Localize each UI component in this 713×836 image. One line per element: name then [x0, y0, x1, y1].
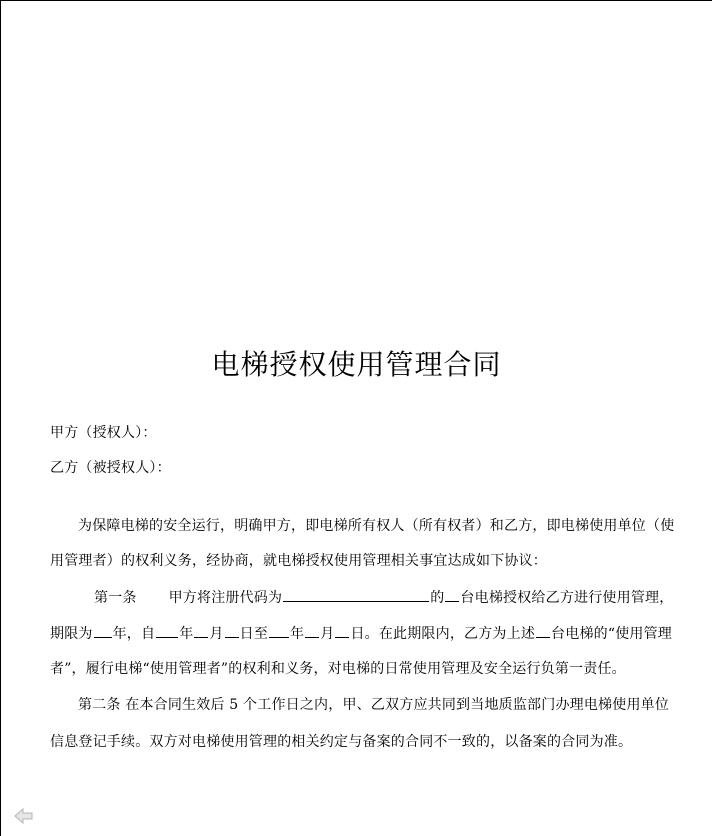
term-years-blank[interactable]: [94, 623, 112, 638]
article-1-line-2: [50, 623, 672, 643]
article-1-line-3: 者”，履行电梯“使用管理者”的权利和义务，对电梯的日常使用管理及安全运行负第一责任。: [50, 661, 626, 677]
article-1-line-1: [94, 587, 673, 607]
article-1-label: 第一条: [94, 590, 137, 606]
start-day-blank[interactable]: [225, 623, 239, 638]
article-2-line-1: 第二条 在本合同生效后 5 个工作日之内，甲、乙双方应共同到当地质监部门办理电梯使用单位: [78, 697, 670, 713]
start-month-blank[interactable]: [194, 623, 208, 638]
party-b-label: 乙方（被授权人）：: [50, 460, 171, 476]
left-arrow-icon[interactable]: [14, 808, 34, 824]
start-day-to-label: 日至: [239, 626, 269, 642]
end-month-blank[interactable]: [305, 623, 319, 638]
end-day-blank[interactable]: [335, 623, 349, 638]
registration-code-blank[interactable]: [283, 587, 429, 602]
end-year-label: 年: [290, 626, 305, 642]
elevator-count-blank[interactable]: [445, 587, 459, 602]
article-2-line-2: 信息登记手续。双方对电梯使用管理的相关约定与备案的合同不一致的，以备案的合同为准。: [50, 734, 633, 750]
party-a-label: 甲方（授权人）：: [50, 425, 157, 441]
end-month-label: 月: [320, 626, 335, 642]
intro-line-2: 用管理者）的权利义务，经协商，就电梯授权使用管理相关事宜达成如下协议：: [50, 553, 547, 569]
article-1-text-c: 台电梯授权给乙方进行使用管理，: [460, 590, 674, 606]
article-1-text-a: 甲方将注册代码为: [168, 590, 283, 606]
term-label: 期限为: [50, 626, 93, 642]
period-text: 日。在此期限内，乙方为上述: [350, 626, 536, 642]
document-title: 电梯授权使用管理合同: [211, 348, 502, 381]
elevator-count-blank-2[interactable]: [536, 623, 550, 638]
start-month-label: 月: [209, 626, 224, 642]
term-from-label: 年，自: [112, 626, 156, 642]
start-year-blank[interactable]: [156, 623, 178, 638]
period-text-2: 台电梯的“使用管理: [551, 626, 673, 642]
end-year-blank[interactable]: [269, 623, 289, 638]
article-1-text-b: 的: [430, 590, 445, 606]
intro-line-1: 为保障电梯的安全运行，明确甲方，即电梯所有权人（所有权者）和乙方，即电梯使用单位（使: [78, 518, 675, 534]
start-year-label: 年: [179, 626, 194, 642]
